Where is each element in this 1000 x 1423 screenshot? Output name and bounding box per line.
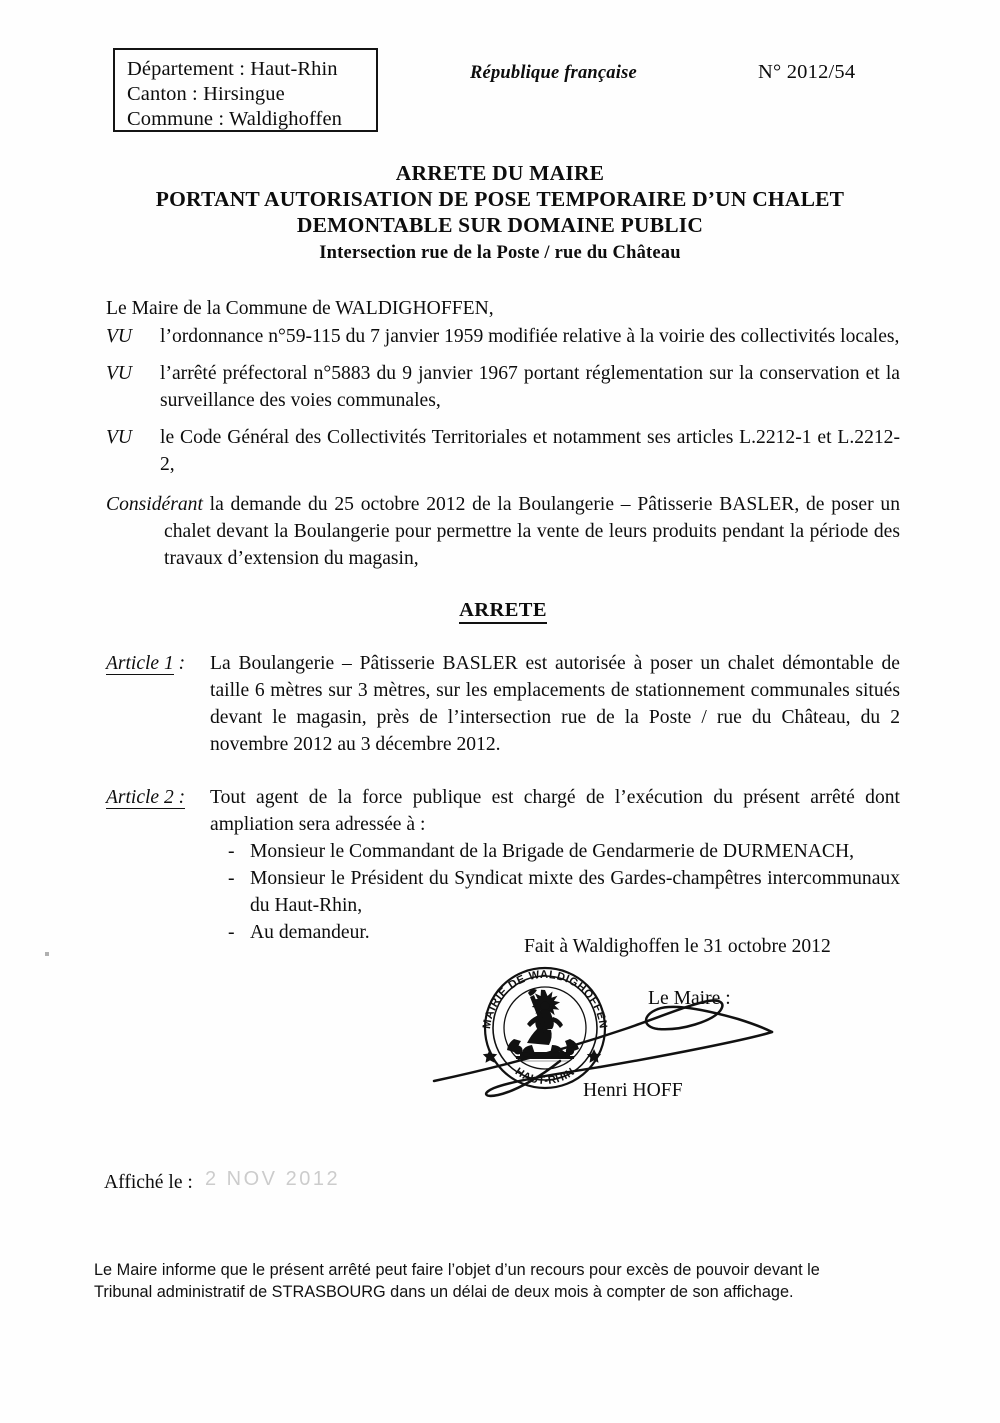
signatory-name: Henri HOFF	[583, 1080, 683, 1101]
list-item-text: Monsieur le Commandant de la Brigade de Gendarmerie de DURMENACH,	[250, 840, 854, 862]
title-line-4: Intersection rue de la Poste / rue du Château	[319, 243, 681, 263]
decree-number: N° 2012/54	[758, 61, 856, 83]
document-body	[106, 296, 900, 946]
list-dash: -	[228, 921, 235, 943]
title-line-2: PORTANT AUTORISATION DE POSE TEMPORAIRE D’UN CHALET	[155, 187, 845, 211]
footer-line-2: Tribunal administratif de STRASBOURG dans un délai de deux mois à compter de son affichage.	[94, 1283, 794, 1301]
title-line-3: DEMONTABLE SUR DOMAINE PUBLIC	[296, 213, 704, 237]
svg-text:HAUT-RHIN: HAUT-RHIN	[512, 1065, 578, 1088]
canton-line: Canton : Hirsingue	[127, 83, 285, 105]
article-1-text: La Boulangerie – Pâtisserie BASLER est autorisée à poser un chalet démontable de taille 6 mètres sur 3 mètres, sur les emplacements de stationnement communales situés devant le magasin, près de l’intersection rue de la Poste / rue du Château, du 2 novembre 2012 au 3 décembre 2012.	[210, 652, 900, 755]
article-1-label-text: Article 1	[106, 652, 174, 674]
considerant-clause	[106, 491, 900, 572]
considerant-keyword: Considérant	[106, 494, 203, 515]
article-1-label	[106, 650, 210, 677]
vu-label-3: VU	[106, 427, 132, 448]
article-1-colon: :	[173, 652, 186, 674]
vu-text-2: l’arrêté préfectoral n°5883 du 9 janvier 1967 portant réglementation sur la conservation et la surveillance des voies communales,	[160, 363, 900, 411]
scan-artifact	[45, 952, 49, 956]
list-dash: -	[228, 867, 235, 889]
posting-label: Affiché le :	[104, 1172, 193, 1193]
title-line-1: ARRETE DU MAIRE	[395, 161, 605, 185]
vu-clause-2	[106, 361, 900, 414]
svg-text:MAIRIE DE WALDIGHOFFEN: MAIRIE DE WALDIGHOFFEN	[481, 968, 609, 1030]
list-item-text: Au demandeur.	[250, 921, 370, 943]
list-item	[228, 865, 900, 919]
article-2-label	[106, 784, 210, 811]
article-1	[106, 650, 900, 758]
footer-line-1: Le Maire informe que le présent arrêté peut faire l’objet d’un recours pour excès de pouvoir devant le	[94, 1261, 820, 1279]
handwritten-signature	[420, 985, 780, 1100]
list-item-text: Monsieur le Président du Syndicat mixte des Gardes-champêtres intercommunaux du Haut-Rhin,	[250, 867, 900, 916]
vu-label-1: VU	[106, 325, 132, 347]
legal-notice-footer	[94, 1259, 906, 1303]
document-title	[100, 160, 900, 267]
republic-label: République française	[470, 63, 637, 83]
vu-text-3: le Code Général des Collectivités Territoriales et notamment ses articles L.2212-1 et L.2212-2,	[160, 427, 900, 475]
posting-date-stamp: 2 NOV 2012	[205, 1168, 341, 1190]
signature-role-label: Le Maire :	[648, 988, 731, 1009]
article-2-content	[210, 784, 900, 946]
signature-place-date: Fait à Waldighoffen le 31 octobre 2012	[524, 936, 831, 957]
vu-clause-1	[106, 324, 900, 351]
department-line: Département : Haut-Rhin	[127, 58, 338, 80]
arrete-heading	[106, 597, 900, 624]
vu-text-1: l’ordonnance n°59-115 du 7 janvier 1959 modifiée relative à la voirie des collectivités locales,	[160, 325, 900, 347]
administrative-identity-box	[113, 48, 378, 132]
article-2-text: Tout agent de la force publique est chargé de l’exécution du présent arrêté dont ampliation sera adressée à :	[210, 786, 900, 835]
list-item	[228, 838, 900, 865]
article-2-recipient-list	[210, 838, 900, 946]
arrete-heading-text: ARRETE	[459, 599, 547, 624]
considerant-text: la demande du 25 octobre 2012 de la Boulangerie – Pâtisserie BASLER, de poser un chalet devant la Boulangerie pour permettre la vente de leurs produits pendant la période des travaux d’extension du magasin,	[164, 494, 900, 569]
mayor-intro-line: Le Maire de la Commune de WALDIGHOFFEN,	[106, 298, 494, 319]
list-dash: -	[228, 840, 235, 862]
article-2	[106, 784, 900, 946]
article-2-label-text: Article 2 :	[106, 786, 186, 808]
vu-clause-3	[106, 425, 900, 478]
vu-label-2: VU	[106, 363, 132, 384]
commune-line: Commune : Waldighoffen	[127, 108, 343, 130]
